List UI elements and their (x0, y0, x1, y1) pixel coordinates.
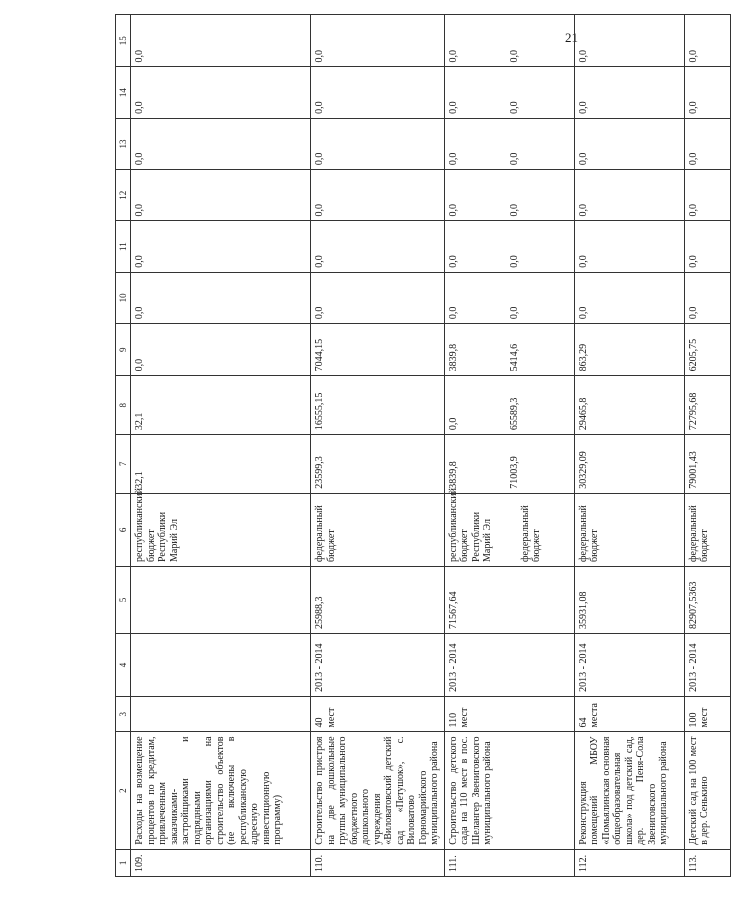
amount-value: 0,0 (687, 203, 699, 217)
amount-cell (684, 118, 730, 169)
budget-source-label: республиканский бюджет Республики Марий Эл (134, 487, 180, 563)
amount-cell (311, 170, 445, 221)
amount-cell (444, 435, 574, 494)
amount-value: 0,0 (314, 306, 325, 320)
object-name: Строительство пристроя на две дошкольные группы муниципального бюджетного дошкольного учреждения «Виловатовский детский сад «Петушок», с. Виловатово Горномарийского муниципального района (311, 732, 445, 849)
amount-value: 0,0 (134, 358, 145, 372)
column-number: 12 (116, 170, 131, 221)
table-row (311, 15, 445, 877)
amount-cell (131, 15, 311, 68)
amount-value: 0,0 (447, 417, 459, 431)
amount-value: 72795,68 (687, 392, 699, 431)
amount-value: 0,0 (314, 203, 325, 217)
estimated-cost (131, 567, 311, 634)
amount-value: 0,0 (447, 152, 459, 166)
amount-cell (131, 118, 311, 169)
amount-value: 0,0 (447, 306, 459, 320)
capacity: 64 места (574, 696, 684, 732)
amount-value: 3839,8 (447, 461, 459, 489)
amount-cell (444, 376, 574, 435)
amount-value: 32,1 (134, 412, 145, 431)
amount-cell (574, 170, 684, 221)
amount-value: 23599,3 (314, 456, 325, 489)
amount-cell (444, 324, 574, 376)
amount-cell (131, 221, 311, 272)
column-number-row (116, 15, 131, 877)
column-number: 4 (116, 634, 131, 697)
amount-cell (131, 272, 311, 323)
amount-cell (311, 15, 445, 68)
column-number: 1 (116, 849, 131, 876)
amount-value: 0,0 (509, 152, 520, 166)
investment-table (115, 14, 731, 877)
table-row (684, 15, 730, 877)
column-number: 10 (116, 272, 131, 323)
row-number: 111. (444, 849, 574, 876)
budget-source (684, 493, 730, 566)
amount-value: 71003,9 (509, 456, 520, 489)
column-number: 9 (116, 324, 131, 376)
rotated-table-container (115, 14, 710, 877)
capacity: 100 мест (684, 696, 730, 732)
amount-cell (684, 170, 730, 221)
amount-cell (684, 324, 730, 376)
amount-cell (574, 324, 684, 376)
amount-cell (684, 67, 730, 118)
budget-source (444, 487, 574, 566)
amount-value: 3839,8 (447, 343, 459, 372)
estimated-cost: 82907,5363 (684, 567, 730, 634)
amount-value: 6205,75 (687, 338, 699, 372)
amount-cell (131, 435, 311, 494)
amount-value: 863,29 (577, 343, 589, 372)
amount-cell (574, 67, 684, 118)
estimated-cost: 35931,08 (574, 567, 684, 634)
amount-cell (574, 272, 684, 323)
amount-value: 0,0 (509, 203, 520, 217)
budget-source (574, 493, 684, 566)
column-number: 11 (116, 221, 131, 272)
object-name: Расходы на возмещение процентов по кредитам, привлеченным заказчиками-застройщиками и подрядными организациями на строительство объектов (не включены в республиканскую адресную инвестиционную программу) (131, 732, 311, 849)
budget-source-label: федеральный бюджет (314, 505, 337, 563)
object-name: Реконструкция помещений МБОУ «Помьялинская основная общеобразовательная школа» под детский сад, дер. Пеня-Сола Звениговского муниципального района (574, 732, 684, 849)
amount-cell (131, 170, 311, 221)
amount-value: 0,0 (509, 306, 520, 320)
column-number: 3 (116, 696, 131, 732)
amount-cell (684, 376, 730, 435)
page-number: 21 (565, 30, 578, 45)
amount-cell (311, 67, 445, 118)
budget-source-label: федеральный бюджет (687, 505, 710, 563)
capacity (131, 696, 311, 732)
amount-cell (131, 376, 311, 435)
column-number: 8 (116, 376, 131, 435)
amount-value: 0,0 (314, 50, 325, 63)
amount-value: 0,0 (134, 101, 145, 114)
amount-cell (444, 272, 574, 323)
amount-value: 0,0 (314, 101, 325, 114)
amount-value: 0,0 (577, 306, 589, 320)
amount-value: 0,0 (314, 152, 325, 166)
amount-value: 0,0 (134, 255, 145, 268)
amount-value: 5414,6 (509, 343, 520, 372)
construction-years: 2013 - 2014 (574, 634, 684, 697)
amount-cell (574, 435, 684, 494)
table-body (131, 15, 731, 877)
amount-cell (444, 118, 574, 169)
amount-value: 0,0 (577, 203, 589, 217)
amount-cell (444, 67, 574, 118)
amount-cell (131, 324, 311, 376)
amount-value: 16555,15 (314, 392, 325, 431)
amount-value: 0,0 (447, 50, 459, 63)
construction-years: 2013 - 2014 (444, 634, 574, 697)
amount-value: 0,0 (577, 152, 589, 166)
amount-value: 0,0 (134, 50, 145, 63)
row-number: 109. (131, 849, 311, 876)
construction-years: 2013 - 2014 (684, 634, 730, 697)
amount-value: 0,0 (577, 50, 589, 63)
table-row (131, 15, 311, 877)
object-name: Детский сад на 100 мест в дер. Сенькино (684, 732, 730, 849)
amount-value: 0,0 (509, 50, 520, 63)
amount-value: 0,0 (687, 255, 699, 268)
amount-value: 32,1 (134, 471, 145, 489)
column-number: 13 (116, 118, 131, 169)
amount-value: 65589,3 (509, 397, 520, 431)
column-number: 6 (116, 493, 131, 566)
table-row (574, 15, 684, 877)
amount-value: 7044,15 (314, 338, 325, 372)
budget-source-label: федеральный бюджет (519, 505, 542, 563)
amount-value: 0,0 (314, 255, 325, 268)
amount-value: 0,0 (577, 255, 589, 268)
construction-years: 2013 - 2014 (311, 634, 445, 697)
column-number: 14 (116, 67, 131, 118)
amount-cell (311, 221, 445, 272)
amount-cell (684, 221, 730, 272)
row-number: 113. (684, 849, 730, 876)
amount-cell (444, 221, 574, 272)
amount-value: 0,0 (134, 203, 145, 217)
amount-cell (574, 221, 684, 272)
amount-value: 29465,8 (577, 397, 589, 431)
row-number: 110. (311, 849, 445, 876)
table-row (444, 15, 574, 877)
amount-cell (311, 272, 445, 323)
amount-cell (311, 118, 445, 169)
amount-value: 0,0 (447, 101, 459, 114)
amount-cell (131, 67, 311, 118)
amount-value: 0,0 (509, 101, 520, 114)
amount-value: 0,0 (687, 152, 699, 166)
row-number: 112. (574, 849, 684, 876)
amount-value: 0,0 (447, 255, 459, 268)
estimated-cost: 71567,64 (444, 567, 574, 634)
amount-value: 0,0 (134, 152, 145, 166)
amount-cell (574, 15, 684, 68)
amount-value: 30329,09 (577, 451, 589, 489)
amount-cell (311, 324, 445, 376)
amount-cell (444, 170, 574, 221)
amount-cell (574, 118, 684, 169)
object-name: Строительство детского сада на 110 мест в пос. Шелангер Звениговского муниципального района (444, 732, 574, 849)
amount-value: 0,0 (687, 306, 699, 320)
amount-cell (574, 376, 684, 435)
amount-value: 0,0 (134, 306, 145, 320)
column-number: 5 (116, 567, 131, 634)
estimated-cost: 25988,3 (311, 567, 445, 634)
amount-cell (311, 376, 445, 435)
amount-value: 0,0 (577, 101, 589, 114)
budget-source (311, 493, 445, 566)
amount-cell (684, 272, 730, 323)
budget-source (131, 487, 311, 566)
column-number: 15 (116, 15, 131, 68)
amount-value: 79001,43 (687, 451, 699, 489)
amount-value: 0,0 (509, 255, 520, 268)
amount-cell (311, 435, 445, 494)
column-number: 2 (116, 732, 131, 849)
amount-cell (684, 435, 730, 494)
amount-value: 0,0 (687, 101, 699, 114)
amount-value: 0,0 (447, 203, 459, 217)
budget-source-label: федеральный бюджет (577, 505, 600, 563)
construction-years (131, 634, 311, 697)
column-number: 7 (116, 435, 131, 494)
capacity: 110 мест (444, 696, 574, 732)
budget-source-label: республиканский бюджет Республики Марий Эл (447, 487, 493, 563)
amount-cell (444, 15, 574, 68)
amount-value: 0,0 (687, 50, 699, 63)
amount-cell (684, 15, 730, 68)
capacity: 40 мест (311, 696, 445, 732)
